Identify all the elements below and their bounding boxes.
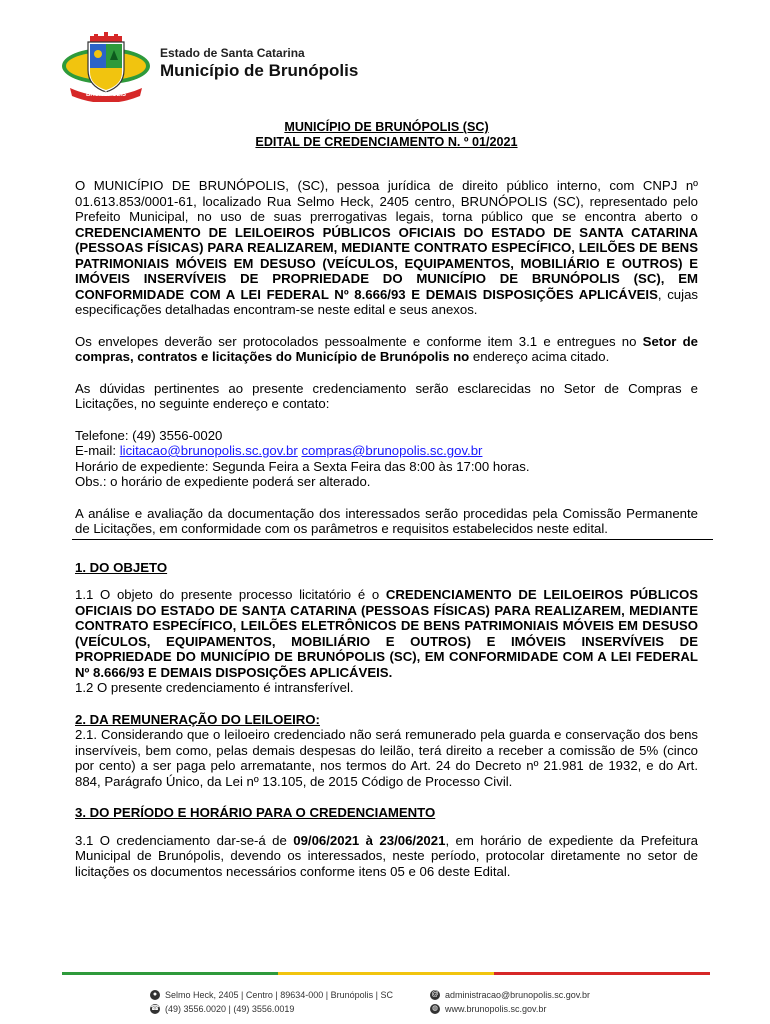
s3-item1-tail: , em horário de expediente da Prefeitura Municipal de Brunópolis, devendo os interessados, neste período, protocolar diretamente no setor de licitações os documentos necessários conforme itens 05 e 06 deste Edital.: [75, 832, 698, 879]
footer-address: Selmo Heck, 2405 | Centro | 89634-000 | Brunópolis | SC: [165, 990, 393, 1000]
footer-contact-left: [150, 988, 393, 1016]
section-1-item-1: [75, 587, 698, 680]
letterhead-municipality: Município de Brunópolis: [160, 61, 359, 80]
phone-icon: ☎: [150, 1005, 160, 1012]
footer-email[interactable]: administracao@brunopolis.sc.gov.br: [445, 990, 591, 1000]
title-line-2: EDITAL DE CREDENCIAMENTO N. º 01/2021: [255, 135, 518, 149]
contact-block: [75, 428, 698, 490]
title-line-1: MUNICÍPIO DE BRUNÓPOLIS (SC): [284, 120, 489, 134]
footer-website[interactable]: www.brunopolis.sc.gov.br: [445, 1004, 547, 1014]
footer-phones: (49) 3556.0020 | (49) 3556.0019: [165, 1004, 295, 1014]
footer-address-row: [150, 988, 393, 1002]
letterhead-state: Estado de Santa Catarina: [160, 46, 305, 60]
contact-phone: Telefone: (49) 3556-0020: [75, 427, 223, 443]
footer-phone-row: [150, 1002, 393, 1016]
envelopes-plain: Os envelopes deverão ser protocolados pessoalmente e conforme item 3.1 e entregues no: [75, 333, 643, 349]
location-pin-icon: ●: [150, 990, 160, 1000]
footer-contact-right: [430, 988, 590, 1016]
envelopes-paragraph: [75, 334, 698, 365]
envelopes-bold: Setor de compras, contratos e licitações do Município de Brunópolis no: [75, 333, 698, 364]
analysis-paragraph: A análise e avaliação da documentação dos interessados serão procedidas pela Comissão Permanente de Licitações, em conformidade com os parâmetros e requisitos estabelecidos neste edital.: [75, 505, 698, 536]
footer-bar-green: [62, 972, 278, 975]
email-icon: @: [431, 991, 439, 998]
municipal-crest-icon: [60, 30, 152, 102]
contact-email-label: E-mail:: [75, 443, 120, 458]
email-link-compras[interactable]: compras@brunopolis.sc.gov.br: [301, 443, 483, 458]
doubts-paragraph: As dúvidas pertinentes ao presente credenciamento serão esclarecidas no Setor de Compras e Licitações, no seguinte endereço e contato:: [75, 380, 698, 411]
section-1-heading: 1. DO OBJETO: [75, 559, 168, 575]
letterhead: [60, 30, 460, 102]
contact-obs: Obs.: o horário de expediente poderá ser alterado.: [75, 474, 371, 489]
document-body: [75, 120, 698, 895]
s1-item1-bold: CREDENCIAMENTO DE LEILOEIROS PÚBLICOS OFICIAIS DO ESTADO DE SANTA CATARINA (PESSOAS FÍSICAS) PARA REALIZAREM, MEDIANTE CONTRATO ESPECÍFICO, LEILÕES ELETRÔNICOS DE BENS PATRIMONIAIS MÓVEIS EM DESUSO (VEÍCULOS, EQUIPAMENTOS, MOBILIÁRIO E OUTROS) E IMÓVEIS INSERVÍVEIS DE PROPRIEDADE DO MUNICÍPIO DE BRUNÓPOLIS (SC), EM CONFORMIDADE COM A LEI FEDERAL Nº 8.666/93 E DEMAIS DISPOSIÇÕES APLICÁVEIS.: [75, 587, 699, 680]
section-3-item-1: [75, 833, 698, 880]
section-3-heading: 3. DO PERÍODO E HORÁRIO PARA O CREDENCIAMENTO: [75, 805, 436, 820]
globe-icon: ◍: [431, 1005, 439, 1012]
s1-item1-plain: 1.1 O objeto do presente processo licitatório é o: [75, 587, 386, 602]
footer-email-row: [430, 988, 590, 1002]
section-2-item-1: 2.1. Considerando que o leiloeiro credenciado não será remunerado pela guarda e conservação dos bens inservíveis, bem como, pelas demais despesas do leilão, terá direito a receber a comissão de 5% (cinco por cento) a ser paga pelo arrematante, nos termos do Art. 24 do Decreto nº 21.981 de 1932, e do Art. 884, Parágrafo Único, da Lei nº 13.105, de 2015 Código de Processo Civil.: [75, 727, 698, 789]
intro-paragraph: [75, 178, 698, 318]
footer-bar-red: [494, 972, 710, 975]
contact-email-line: [75, 443, 698, 459]
footer-web-row: [430, 1002, 590, 1016]
s3-item1-plain: 3.1 O credenciamento dar-se-á de: [75, 832, 294, 848]
crest-ribbon-text: BRUNÓPOLIS: [85, 92, 127, 98]
intro-tail: , cujas especificações detalhadas encontram-se neste edital e seus anexos.: [75, 286, 698, 317]
intro-plain: O MUNICÍPIO DE BRUNÓPOLIS, (SC), pessoa jurídica de direito público interno, com CNPJ nº 01.613.853/0001-61, localizado Rua Selmo Heck, 2405 centro, BRUNÓPOLIS (SC), representado pelo Prefeito Municipal, no uso de suas prerrogativas legais, torna público que se encontra aberto o: [75, 178, 698, 224]
section-1-item-2: 1.2 O presente credenciamento é intransferível.: [75, 680, 354, 695]
section-2-heading: 2. DA REMUNERAÇÃO DO LEILOEIRO:: [75, 711, 320, 727]
footer-color-bar: [62, 972, 710, 978]
s3-item1-bold: 09/06/2021 à 23/06/2021: [293, 832, 446, 848]
email-link-licitacao[interactable]: licitacao@brunopolis.sc.gov.br: [119, 443, 298, 458]
document-title: [75, 120, 698, 150]
footer-bar-yellow: [278, 972, 494, 975]
section-divider: [72, 539, 713, 540]
intro-bold: CREDENCIAMENTO DE LEILOEIROS PÚBLICOS OFICIAIS DO ESTADO DE SANTA CATARINA (PESSOAS FÍSICAS) PARA REALIZAREM, MEDIANTE CONTRATO ESPECÍFICO, LEILÕES DE BENS PATRIMONIAIS MÓVEIS EM DESUSO (VEÍCULOS, EQUIPAMENTOS, MOBILIÁRIO E OUTROS) E IMÓVEIS INSERVÍVEIS DE PROPRIEDADE DO MUNICÍPIO DE BRUNÓPOLIS (SC), EM CONFORMIDADE COM A LEI FEDERAL Nº 8.666/93 E DEMAIS DISPOSIÇÕES APLICÁVEIS: [75, 224, 698, 302]
envelopes-tail: endereço acima citado.: [469, 349, 610, 364]
contact-hours: Horário de expediente: Segunda Feira a Sexta Feira das 8:00 às 17:00 horas.: [75, 458, 530, 474]
